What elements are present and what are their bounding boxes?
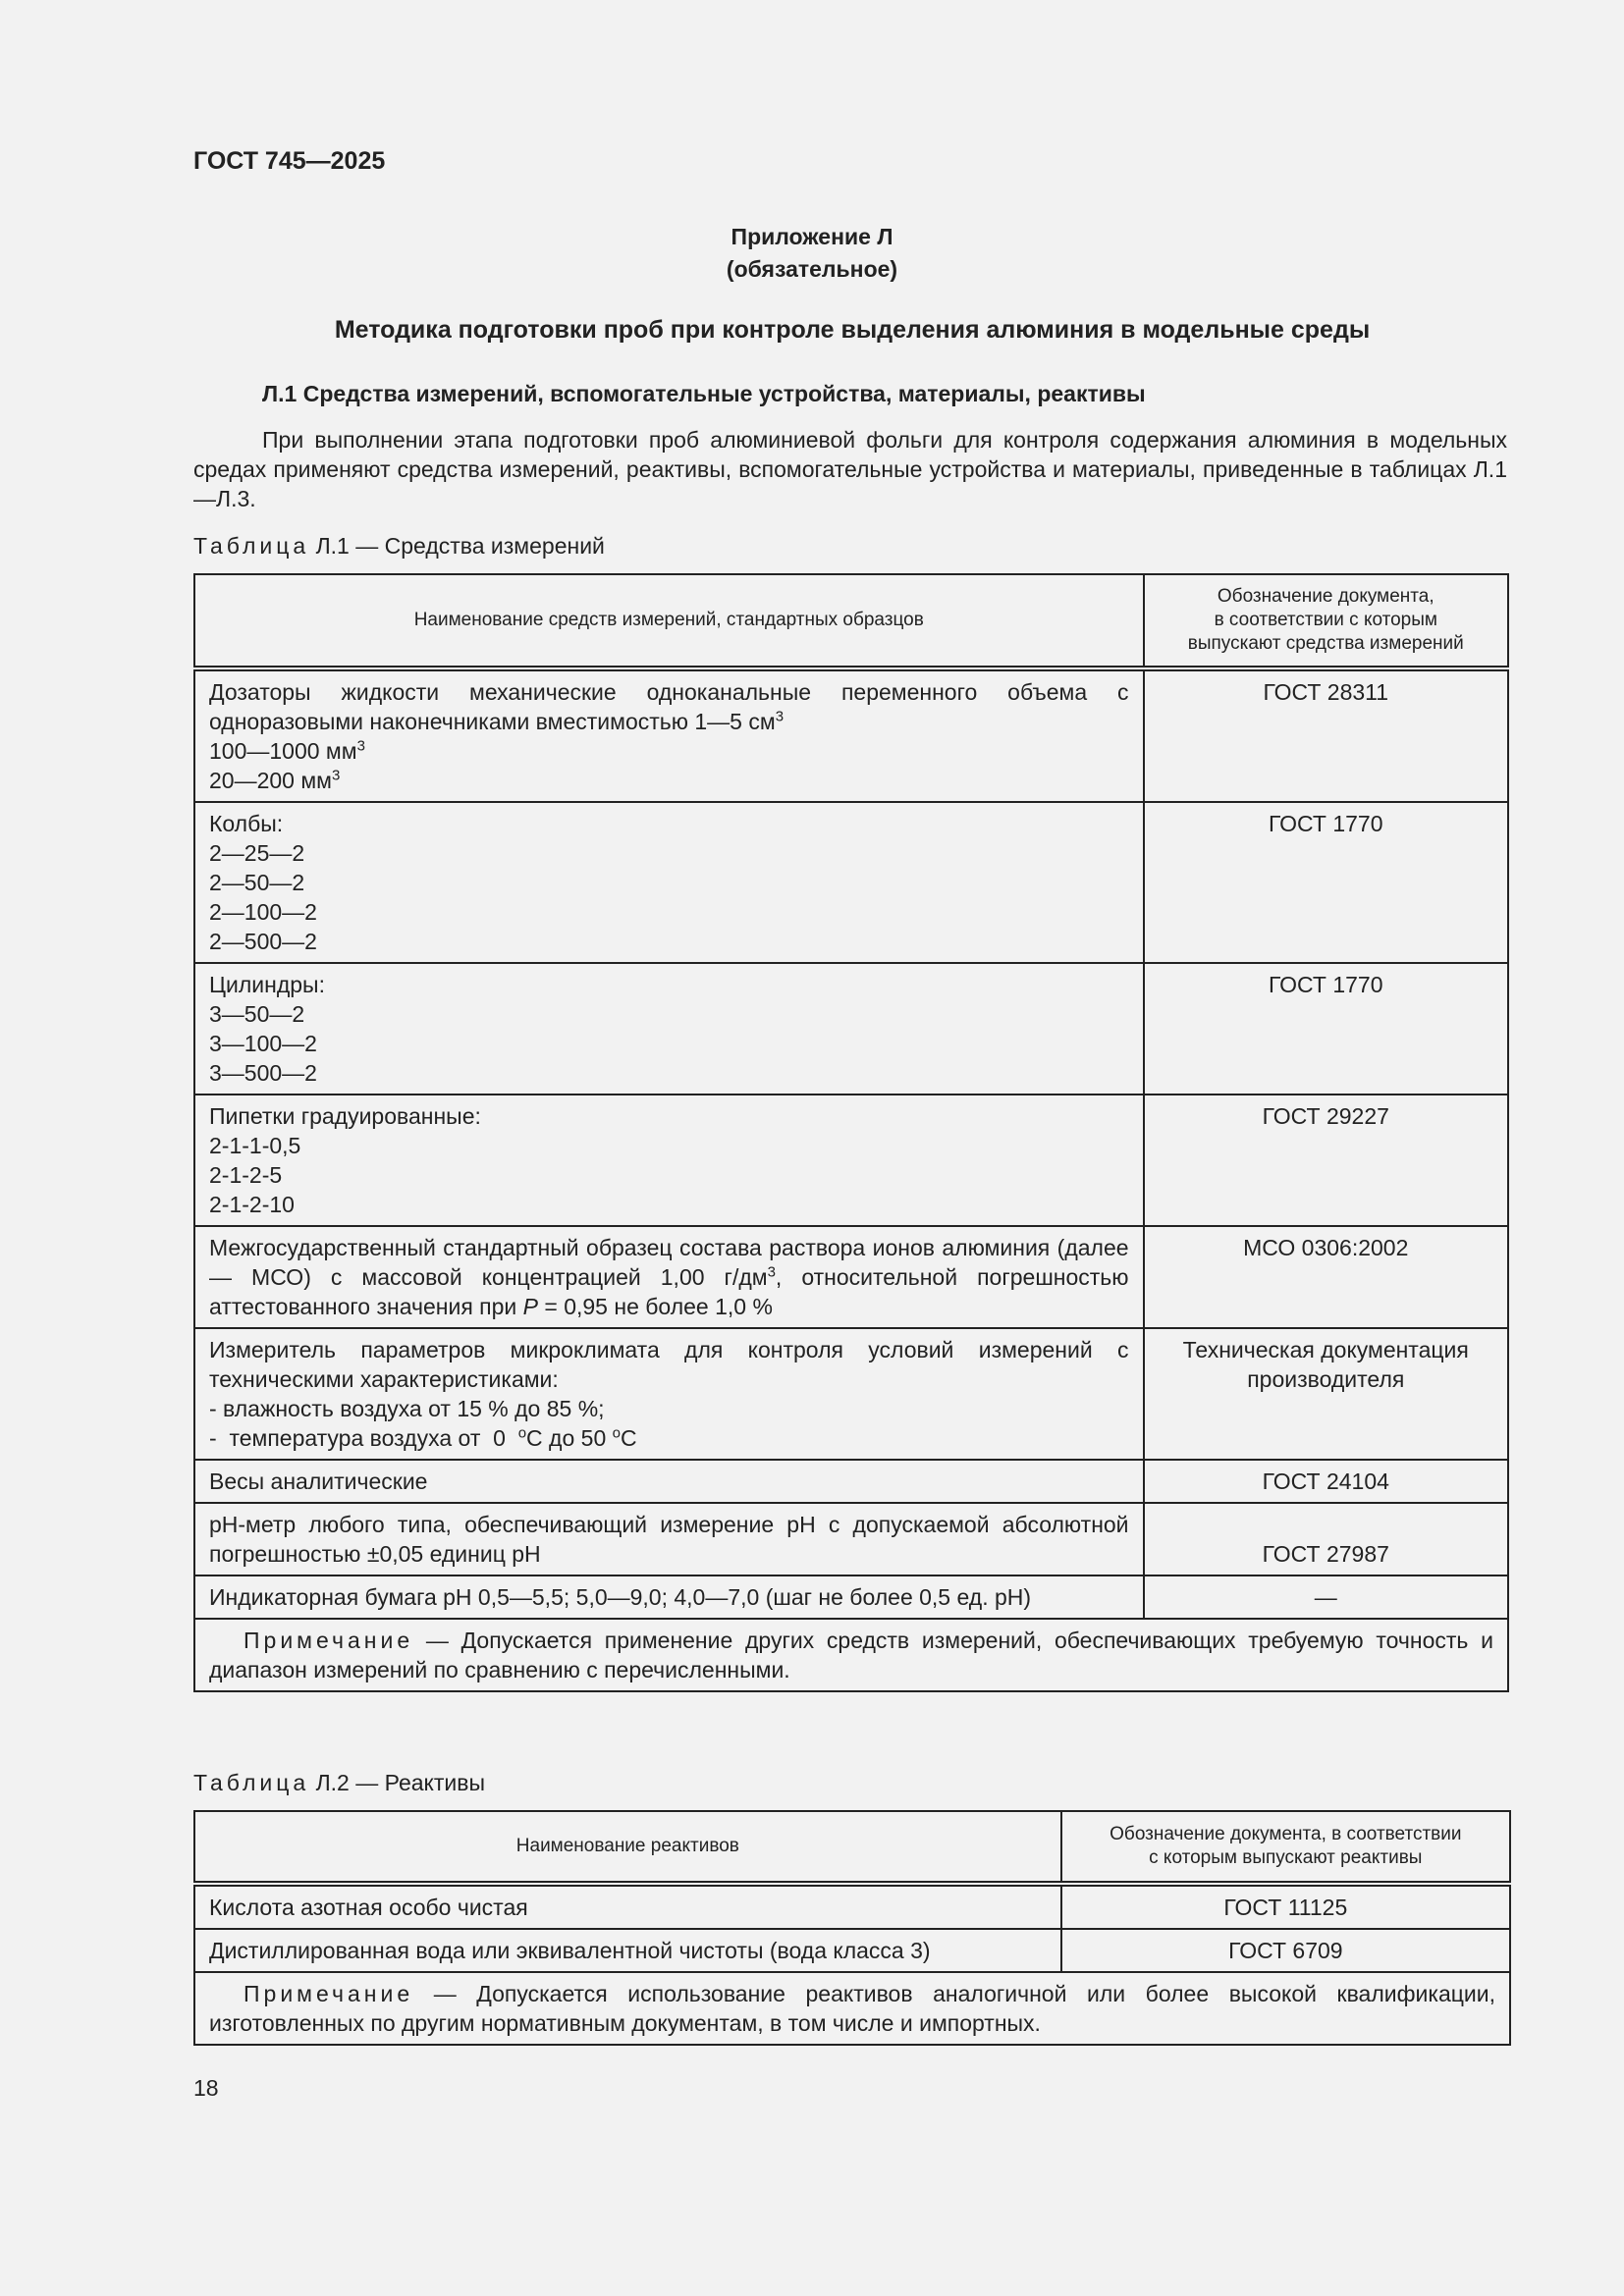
- intro-paragraph: При выполнении этапа подготовки проб алюминиевой фольги для контроля содержания алюминия в модельных средах применяют средства измерений, реактивы, вспомогательные устройства и материалы, приведенные в таблицах Л.1—Л.3.: [193, 427, 1507, 511]
- section-heading: Л.1 Средства измерений, вспомогательные устройства, материалы, реактивы: [262, 381, 1146, 406]
- table-row: [194, 1460, 1508, 1503]
- table-note-row: [194, 1619, 1508, 1691]
- table1-header-doc: Обозначение документа, в соответствии с которым выпускают средства измерений: [1144, 574, 1508, 668]
- row-pipettes-doc: ГОСТ 29227: [1144, 1095, 1508, 1226]
- table-row: [194, 1929, 1510, 1972]
- row-ph-meter: pH-метр любого типа, обеспечивающий измерение pH с допускаемой абсолютной погрешностью ±0,05 единиц pH: [194, 1503, 1144, 1575]
- table-row: [194, 1095, 1508, 1226]
- appendix-title: Приложение Л: [731, 224, 893, 249]
- row-distilled-water-doc: ГОСТ 6709: [1061, 1929, 1510, 1972]
- table-note-row: [194, 1972, 1510, 2045]
- table-row: [194, 1226, 1508, 1328]
- table-row: [194, 963, 1508, 1095]
- table-row: [194, 1575, 1508, 1619]
- row-cylinders-doc: ГОСТ 1770: [1144, 963, 1508, 1095]
- row-flasks: Колбы: 2—25—2 2—50—2 2—100—2 2—500—2: [194, 802, 1144, 963]
- table-row: [194, 668, 1508, 802]
- row-cylinders: Цилиндры: 3—50—2 3—100—2 3—500—2: [194, 963, 1144, 1095]
- table2-note: Примечание — Допускается использование реактивов аналогичной или более высокой квалификации, изготовленных по другим нормативным документам, в том числе и импортных.: [194, 1972, 1510, 2045]
- row-pipettes: Пипетки градуированные: 2-1-1-0,5 2-1-2-5 2-1-2-10: [194, 1095, 1144, 1226]
- table-row: [194, 802, 1508, 963]
- row-flasks-doc: ГОСТ 1770: [1144, 802, 1508, 963]
- table-row: [194, 1503, 1508, 1575]
- row-dispensers-doc: ГОСТ 28311: [1144, 668, 1508, 802]
- table1-note: Примечание — Допускается применение других средств измерений, обеспечивающих требуемую точность и диапазон измерений по сравнению с перечисленными.: [194, 1619, 1508, 1691]
- row-dispensers: Дозаторы жидкости механические одноканальные переменного объема с одноразовыми наконечниками вместимостью 1—5 $см^3$ 100—1000 $мм^3$ 20—200 $мм^3$: [194, 668, 1144, 802]
- document-title: Методика подготовки проб при контроле выделения алюминия в модельные среды: [334, 316, 1371, 344]
- page-number: 18: [193, 2075, 219, 2101]
- table1-header-name: Наименование средств измерений, стандартных образцов: [194, 574, 1144, 668]
- row-microclimate-meter-doc: Техническая документация производителя: [1144, 1328, 1508, 1460]
- table1-caption: Таблица Л.1 — Средства измерений: [193, 533, 605, 559]
- row-reference-sample: Межгосударственный стандартный образец состава раствора ионов алюминия (далее — МСО) с массовой концентрацией 1,00 $г/дм^3$, относительной погрешностью аттестованного значения при P = 0,95 не более 1,0 %: [194, 1226, 1144, 1328]
- table-row: [194, 1884, 1510, 1929]
- appendix-status: (обязательное): [726, 256, 898, 282]
- table2-caption: Таблица Л.2 — Реактивы: [193, 1770, 485, 1795]
- measurement-instruments-table: [193, 573, 1509, 1692]
- document-header: ГОСТ 745—2025: [193, 147, 386, 175]
- row-distilled-water: Дистиллированная вода или эквивалентной чистоты (вода класса 3): [194, 1929, 1061, 1972]
- row-nitric-acid: Кислота азотная особо чистая: [194, 1884, 1061, 1929]
- row-scales-doc: ГОСТ 24104: [1144, 1460, 1508, 1503]
- row-ph-meter-doc: ГОСТ 27987: [1144, 1503, 1508, 1575]
- table-row: [194, 1328, 1508, 1460]
- reagents-table: [193, 1810, 1511, 2046]
- row-indicator-paper: Индикаторная бумага pH 0,5—5,5; 5,0—9,0; 4,0—7,0 (шаг не более 0,5 ед. pH): [194, 1575, 1144, 1619]
- row-scales: Весы аналитические: [194, 1460, 1144, 1503]
- row-microclimate-meter: Измеритель параметров микроклимата для контроля условий измерений с техническими характеристиками: - влажность воздуха от 15 % до 85 %; - температура воздуха от 0 $^o$C до 50 $^o$C: [194, 1328, 1144, 1460]
- table2-header-name: Наименование реактивов: [194, 1811, 1061, 1884]
- row-indicator-paper-doc: —: [1144, 1575, 1508, 1619]
- table2-header-doc: Обозначение документа, в соответствии с которым выпускают реактивы: [1061, 1811, 1510, 1884]
- row-reference-sample-doc: МСО 0306:2002: [1144, 1226, 1508, 1328]
- row-nitric-acid-doc: ГОСТ 11125: [1061, 1884, 1510, 1929]
